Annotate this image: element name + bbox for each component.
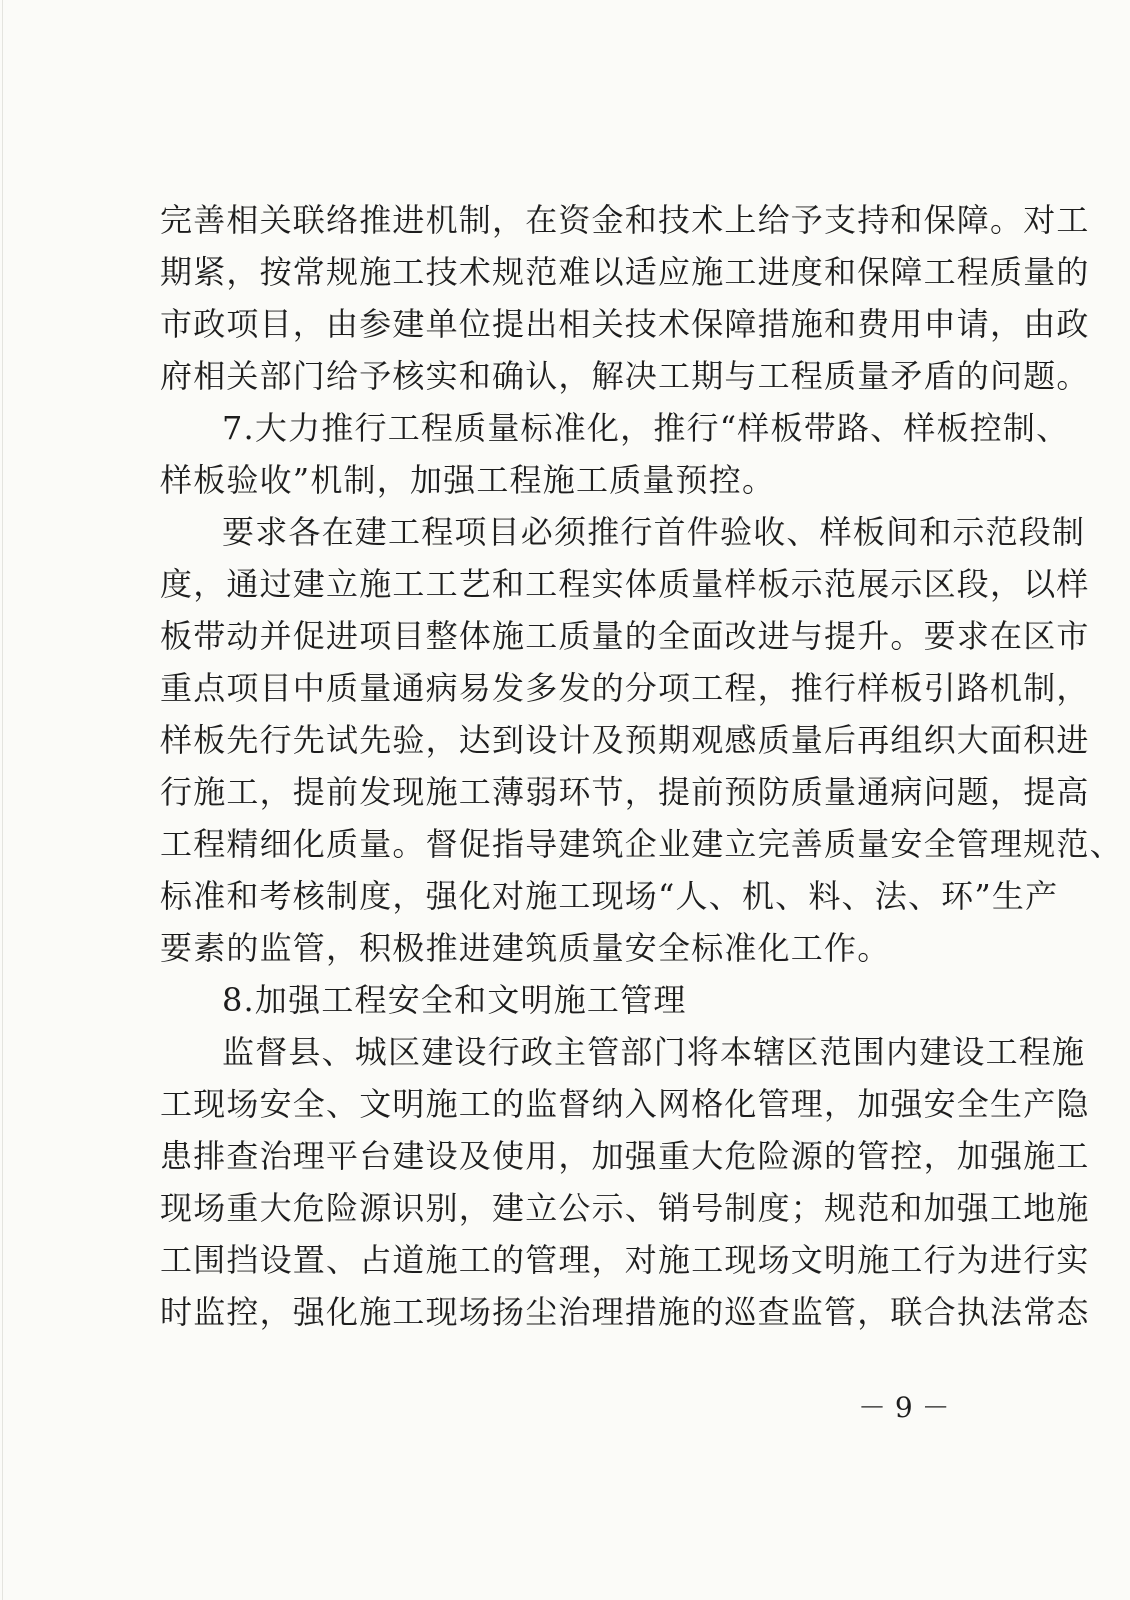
text-line: 现场重大危险源识别，建立公示、销号制度；规范和加强工地施	[160, 1189, 1090, 1227]
section-heading: 7.大力推行工程质量标准化，推行“样板带路、样板控制、	[222, 409, 1070, 447]
text-line: 要求各在建工程项目必须推行首件验收、样板间和示范段制	[222, 513, 1086, 551]
text-line: 患排查治理平台建设及使用，加强重大危险源的管控，加强施工	[160, 1137, 1090, 1175]
text-line: 标准和考核制度，强化对施工现场“人、机、料、法、环”生产	[160, 877, 1059, 915]
text-line: 期紧，按常规施工技术规范难以适应施工进度和保障工程质量的	[160, 253, 1090, 291]
text-line: 样板先行先试先验，达到设计及预期观感质量后再组织大面积进	[160, 721, 1090, 759]
text-line: 要素的监管，积极推进建筑质量安全标准化工作。	[160, 929, 891, 967]
text-line: 完善相关联络推进机制，在资金和技术上给予支持和保障。对工	[160, 201, 1090, 239]
text-line: 板带动并促进项目整体施工质量的全面改进与提升。要求在区市	[160, 617, 1090, 655]
text-line: 市政项目，由参建单位提出相关技术保障措施和费用申请，由政	[160, 305, 1090, 343]
text-line: 重点项目中质量通病易发多发的分项工程，推行样板引路机制，	[160, 669, 1090, 707]
page-number: － 9 －	[858, 1391, 950, 1424]
text-line: 监督县、城区建设行政主管部门将本辖区范围内建设工程施	[222, 1033, 1086, 1071]
text-line: 时监控，强化施工现场扬尘治理措施的巡查监管，联合执法常态	[160, 1293, 1090, 1331]
text-line: 工围挡设置、占道施工的管理，对施工现场文明施工行为进行实	[160, 1241, 1090, 1279]
text-line: 工程精细化质量。督促指导建筑企业建立完善质量安全管理规范、	[160, 825, 1123, 863]
text-line: 度，通过建立施工工艺和工程实体质量样板示范展示区段，以样	[160, 565, 1090, 603]
text-line: 工现场安全、文明施工的监督纳入网格化管理，加强安全生产隐	[160, 1085, 1090, 1123]
text-line: 府相关部门给予核实和确认，解决工期与工程质量矛盾的问题。	[160, 357, 1090, 395]
section-heading: 8.加强工程安全和文明施工管理	[222, 981, 687, 1019]
scan-edge	[2, 0, 3, 1600]
section-heading: 样板验收”机制，加强工程施工质量预控。	[160, 461, 776, 499]
text-line: 行施工，提前发现施工薄弱环节，提前预防质量通病问题，提高	[160, 773, 1090, 811]
